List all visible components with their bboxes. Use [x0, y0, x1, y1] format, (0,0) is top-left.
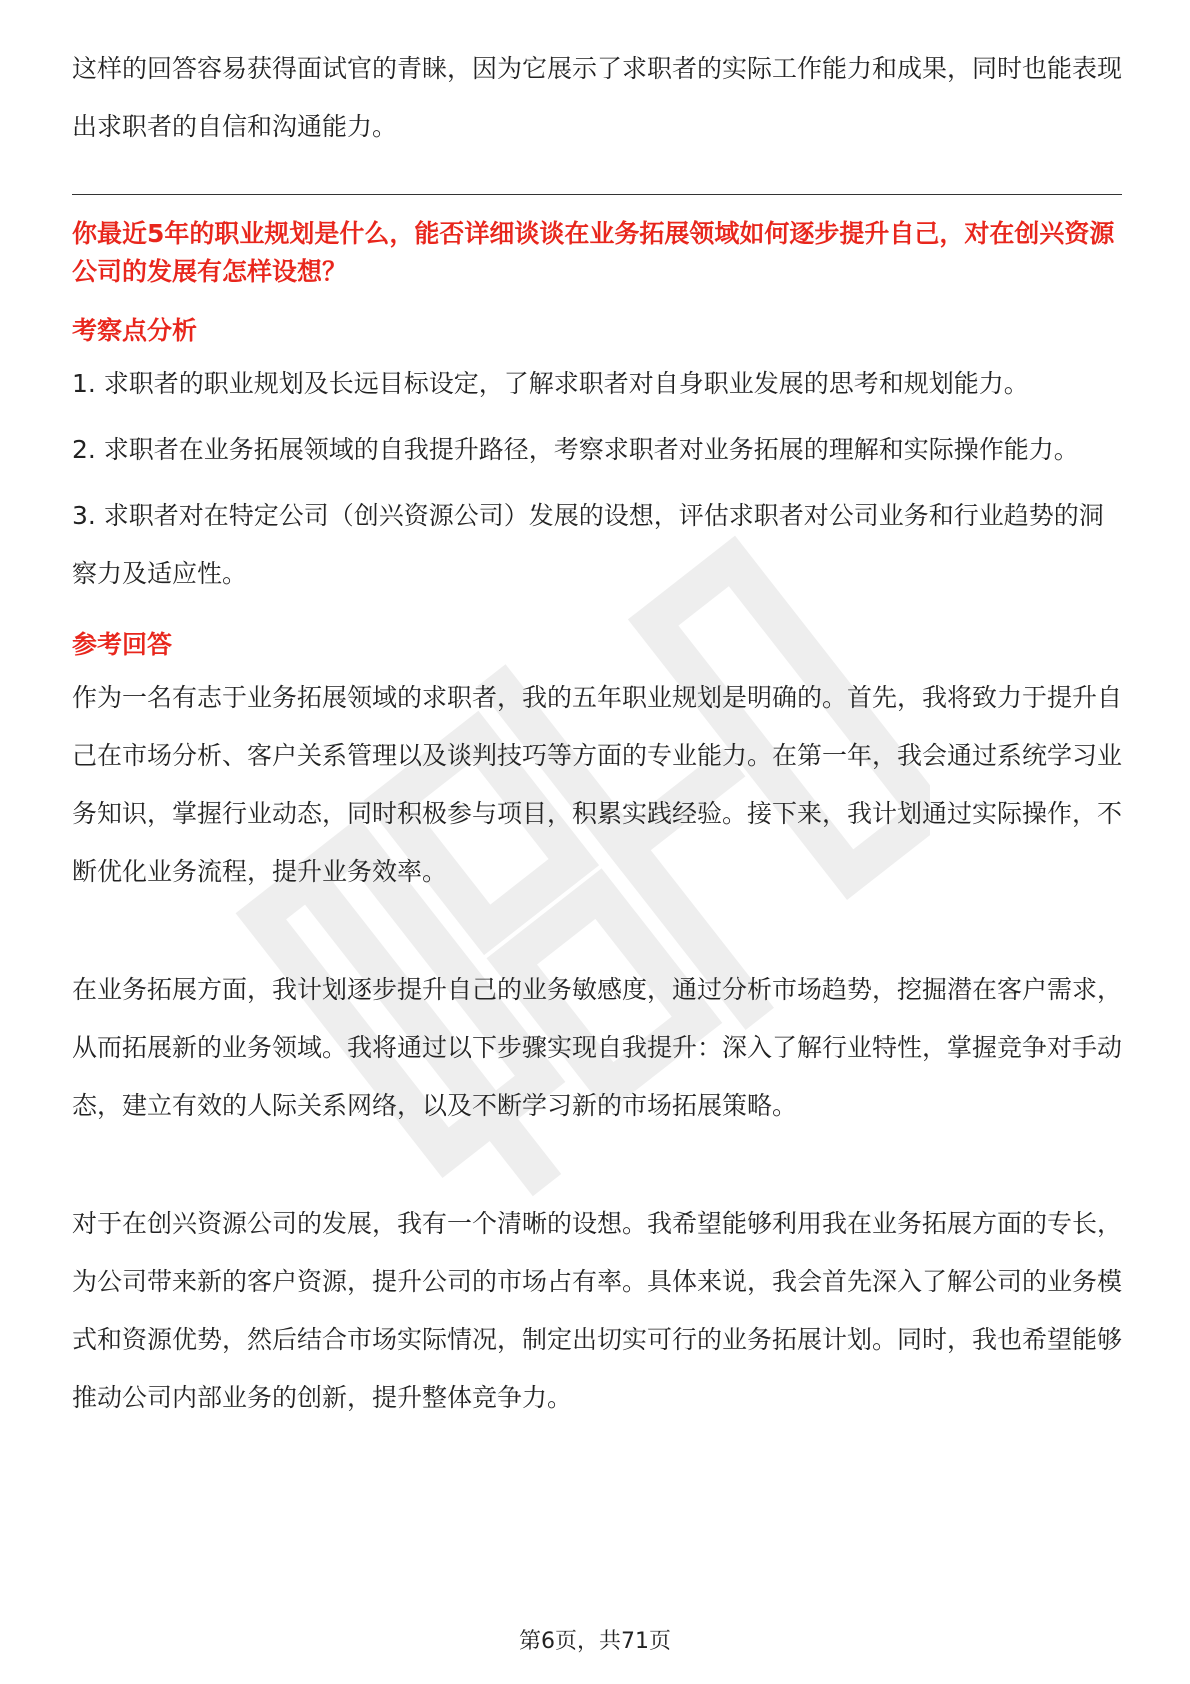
answer-paragraph-1: 作为一名有志于业务拓展领域的求职者，我的五年职业规划是明确的。首先，我将致力于提升自己在市场分析、客户关系管理以及谈判技巧等方面的专业能力。在第一年，我会通过系统学习业务知识，掌握行业动态，同时积极参与项目，积累实践经验。接下来，我计划通过实际操作，不断优化业务流程，提升业务效率。 — [72, 683, 1123, 886]
page-indicator: 第6页，共71页 — [519, 1629, 671, 1654]
interview-question: 你最近5年的职业规划是什么，能否详细谈谈在业务拓展领域如何逐步提升自己，对在创兴资源公司的发展有怎样设想？ — [72, 219, 1115, 286]
analysis-point-3: 3. 求职者对在特定公司（创兴资源公司）发展的设想，评估求职者对公司业务和行业趋势的洞察力及适应性。 — [72, 501, 1104, 588]
answer-paragraph-3: 对于在创兴资源公司的发展，我有一个清晰的设想。我希望能够利用我在业务拓展方面的专长，为公司带来新的客户资源，提升公司的市场占有率。具体来说，我会首先深入了解公司的业务模式和资源优势，然后结合市场实际情况，制定出切实可行的业务拓展计划。同时，我也希望能够推动公司内部业务的创新，提升整体竞争力。 — [72, 1209, 1123, 1412]
analysis-heading: 考察点分析 — [72, 316, 198, 345]
document-page — [72, 40, 1122, 1427]
analysis-point-1: 1. 求职者的职业规划及长远目标设定，了解求职者对自身职业发展的思考和规划能力。 — [72, 369, 1029, 398]
answer-paragraph-2: 在业务拓展方面，我计划逐步提升自己的业务敏感度，通过分析市场趋势，挖掘潜在客户需求，从而拓展新的业务领域。我将通过以下步骤实现自我提升：深入了解行业特性，掌握竞争对手动态，建立有效的人际关系网络，以及不断学习新的市场拓展策略。 — [72, 975, 1123, 1120]
page-footer — [0, 1624, 1190, 1655]
intro-paragraph: 这样的回答容易获得面试官的青睐，因为它展示了求职者的实际工作能力和成果，同时也能表现出求职者的自信和沟通能力。 — [72, 54, 1123, 141]
section-divider — [72, 194, 1122, 195]
analysis-point-2: 2. 求职者在业务拓展领域的自我提升路径，考察求职者对业务拓展的理解和实际操作能力。 — [72, 435, 1079, 464]
analysis-section — [72, 311, 1122, 603]
answer-heading: 参考回答 — [72, 630, 173, 659]
answer-section — [72, 625, 1122, 1427]
